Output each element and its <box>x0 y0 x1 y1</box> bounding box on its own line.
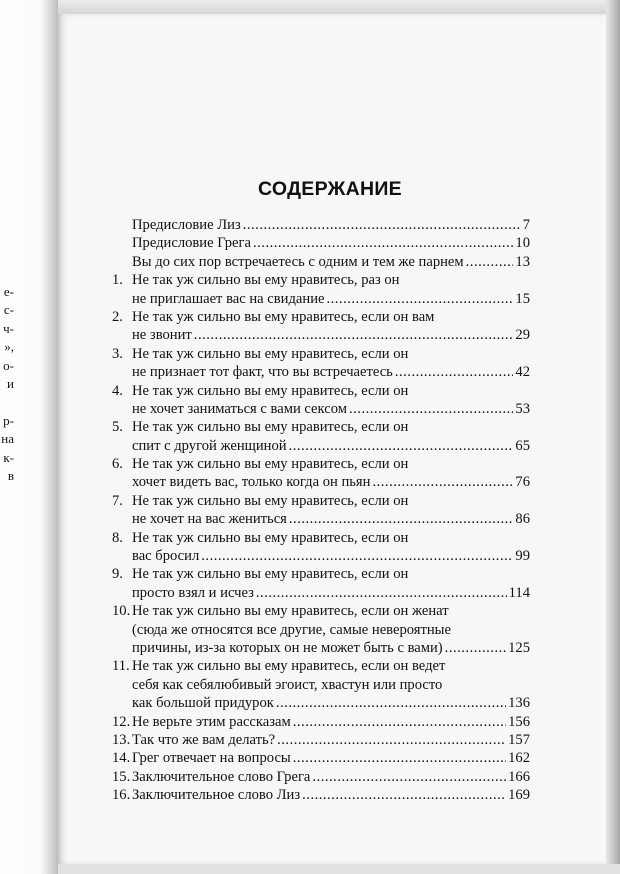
scan-top-edge <box>58 0 620 14</box>
toc-entry-title: Не так уж сильно вы ему нравитесь, если он <box>132 566 409 583</box>
toc-entry-title: Так что же вам делать? <box>132 731 276 748</box>
toc-entry <box>112 786 530 804</box>
toc-page-number: 156 <box>508 713 530 730</box>
toc-entry-title: Не верьте этим рассказам <box>132 713 291 730</box>
toc-entry-title: Не так уж сильно вы ему нравитесь, если он женат <box>132 603 449 620</box>
toc-page-number: 125 <box>508 639 530 656</box>
toc-entry-number: 9. <box>112 566 123 583</box>
facing-page-fragment: и <box>7 375 14 391</box>
toc-entry-line <box>112 676 530 694</box>
toc-entry-line <box>112 290 530 308</box>
toc-entry-title: причины, из-за которых он не может быть с вами) <box>132 639 443 656</box>
toc-entry <box>112 382 530 419</box>
toc-entry <box>112 602 530 657</box>
dot-leader <box>445 639 506 657</box>
toc-entry-number: 7. <box>112 492 123 509</box>
toc-page-number: 15 <box>515 290 530 307</box>
toc-page-number: 169 <box>508 787 530 804</box>
dot-leader <box>289 437 514 455</box>
toc-entry-line <box>112 786 530 804</box>
toc-page-number: 157 <box>508 731 530 748</box>
toc-entry-line <box>112 749 530 767</box>
toc-page-number: 136 <box>508 695 530 712</box>
toc-entry-line <box>112 473 530 491</box>
toc-entry-title: Грег отвечает на вопросы <box>132 750 291 767</box>
toc-entry-title: не приглашает вас на свидание <box>132 290 325 307</box>
dot-leader <box>289 510 514 528</box>
toc-entry-line <box>112 455 530 473</box>
toc-entry-line <box>112 234 530 252</box>
toc-entry-line <box>112 326 530 344</box>
toc-entry <box>112 657 530 712</box>
dot-leader <box>253 234 513 252</box>
toc-entry-line <box>112 529 530 547</box>
facing-page-fragment: к- <box>3 449 14 465</box>
toc-entry <box>112 731 530 749</box>
toc-entry-line <box>112 565 530 583</box>
toc-page-number: 10 <box>515 235 530 252</box>
toc-entry <box>112 749 530 767</box>
toc-page-number: 99 <box>515 548 530 565</box>
facing-page-fragment: », <box>4 339 14 355</box>
toc-entry <box>112 455 530 492</box>
dot-leader <box>276 694 506 712</box>
toc-entry-title: Не так уж сильно вы ему нравитесь, если он вам <box>132 308 435 325</box>
toc-entry-line <box>112 345 530 363</box>
toc-entry-line <box>112 713 530 731</box>
toc-entry-number: 4. <box>112 382 123 399</box>
facing-page-text-fragments <box>0 283 14 485</box>
toc-entry <box>112 565 530 602</box>
dot-leader <box>243 216 521 234</box>
facing-page-fragment: о- <box>3 357 14 373</box>
toc-entry-line <box>112 547 530 565</box>
dot-leader <box>395 363 514 381</box>
toc-entry-line <box>112 657 530 675</box>
toc-entry-title: себя как себялюбивый эгоист, хвастун или просто <box>132 676 443 693</box>
dot-leader <box>293 749 506 767</box>
toc-page-number: 42 <box>515 364 530 381</box>
facing-page-fragment: с- <box>3 302 14 318</box>
toc-entry-title: не хочет на вас жениться <box>132 511 287 528</box>
toc-entry-title: Не так уж сильно вы ему нравитесь, если он <box>132 382 409 399</box>
toc-entry-title: не признает тот факт, что вы встречаетесь <box>132 364 393 381</box>
toc-entry <box>112 418 530 455</box>
toc-entry-title: Не так уж сильно вы ему нравитесь, если он <box>132 456 409 473</box>
scan-right-edge <box>606 0 620 874</box>
toc-entry-line <box>112 418 530 436</box>
dot-leader <box>256 584 507 602</box>
toc-entry-number: 1. <box>112 272 123 289</box>
toc-entry <box>112 529 530 566</box>
dot-leader <box>194 326 514 344</box>
toc-entry <box>112 216 530 234</box>
toc-entry-title: Не так уж сильно вы ему нравитесь, если он <box>132 345 409 362</box>
toc-entry-line <box>112 271 530 289</box>
toc-entry-line <box>112 768 530 786</box>
toc-entry-line <box>112 602 530 620</box>
toc-page-number: 65 <box>515 437 530 454</box>
toc-entry-number: 2. <box>112 308 123 325</box>
dot-leader <box>327 290 514 308</box>
toc-entry <box>112 713 530 731</box>
toc-entry-number: 3. <box>112 345 123 362</box>
toc-entry-number: 15. <box>112 768 131 785</box>
toc-entry <box>112 253 530 271</box>
toc-entry-number: 13. <box>112 731 131 748</box>
toc-page-number: 166 <box>508 768 530 785</box>
facing-page-fragment <box>0 393 14 411</box>
toc-entry-title: Предисловие Лиз <box>132 217 241 233</box>
toc-entry-line <box>112 363 530 381</box>
toc-entry-title: Предисловие Грега <box>132 235 251 252</box>
toc-entry-line <box>112 382 530 400</box>
toc-entry-line <box>112 308 530 326</box>
toc-entry-number: 5. <box>112 419 123 436</box>
toc-entry-title: просто взял и исчез <box>132 584 254 601</box>
toc-page-number: 53 <box>515 400 530 417</box>
toc-entry-title: вас бросил <box>132 548 200 565</box>
toc-entry <box>112 768 530 786</box>
toc-entry-title: не звонит <box>132 327 192 344</box>
toc-page-number: 29 <box>515 327 530 344</box>
toc-entry <box>112 234 530 252</box>
facing-page-edge <box>0 0 58 874</box>
toc-entry-line <box>112 437 530 455</box>
facing-page-fragment: в <box>7 467 14 483</box>
toc-entry-title: не хочет заниматься с вами сексом <box>132 400 347 417</box>
toc-entry-line <box>112 584 530 602</box>
toc-entry-number: 6. <box>112 456 123 473</box>
toc-entry-line <box>112 253 530 271</box>
toc-entry-line <box>112 492 530 510</box>
dot-leader <box>349 400 513 418</box>
toc-entry-title: Заключительное слово Лиз <box>132 787 301 804</box>
toc-entry-line <box>112 639 530 657</box>
toc-entry <box>112 271 530 308</box>
dot-leader <box>201 547 513 565</box>
dot-leader <box>372 473 513 491</box>
toc-entry-number: 8. <box>112 529 123 546</box>
toc-entry-title: хочет видеть вас, только когда он пьян <box>132 474 371 491</box>
toc-page-number: 114 <box>508 584 530 601</box>
toc-page-number: 76 <box>515 474 530 491</box>
dot-leader <box>277 731 506 749</box>
toc-entry-title: Вы до сих пор встречаетесь с одним и тем же парнем <box>132 253 464 270</box>
toc-entry-title: Не так уж сильно вы ему нравитесь, если он ведет <box>132 658 446 675</box>
toc-entry-title: Не так уж сильно вы ему нравитесь, если он <box>132 492 409 509</box>
toc-entry-line <box>112 216 530 234</box>
toc-entry-title: спит с другой женщиной <box>132 437 287 454</box>
toc-entry-title: Не так уж сильно вы ему нравитесь, раз он <box>132 272 400 289</box>
page-title: СОДЕРЖАНИЕ <box>258 178 402 200</box>
toc-entry-title: как большой придурок <box>132 695 274 712</box>
facing-page-fragment: р- <box>3 412 14 428</box>
toc-page-number: 7 <box>522 217 530 233</box>
toc-entry-line <box>112 731 530 749</box>
facing-page-fragment: ч- <box>3 320 14 336</box>
toc-entry <box>112 345 530 382</box>
facing-page-fragment: на <box>1 431 14 447</box>
toc-entry-line <box>112 510 530 528</box>
dot-leader <box>302 786 506 804</box>
toc-entry-number: 10. <box>112 603 131 620</box>
toc-page-number: 86 <box>515 511 530 528</box>
table-of-contents <box>112 216 530 805</box>
toc-entry-number: 14. <box>112 750 131 767</box>
toc-entry-title: Не так уж сильно вы ему нравитесь, если он <box>132 419 409 436</box>
scan-bottom-edge <box>58 864 620 874</box>
toc-entry-line <box>112 400 530 418</box>
toc-entry-title: Не так уж сильно вы ему нравитесь, если он <box>132 529 409 546</box>
toc-entry-number: 11. <box>112 658 130 675</box>
toc-page-number: 13 <box>515 253 530 270</box>
toc-entry <box>112 308 530 345</box>
toc-entry-line <box>112 694 530 712</box>
toc-entry-number: 16. <box>112 787 131 804</box>
dot-leader <box>466 253 514 271</box>
facing-page-fragment: е- <box>3 284 14 299</box>
toc-entry-title: Заключительное слово Грега <box>132 768 311 785</box>
toc-page-number: 162 <box>508 750 530 767</box>
toc-entry-number: 12. <box>112 713 131 730</box>
dot-leader <box>312 768 506 786</box>
toc-entry <box>112 492 530 529</box>
toc-entry-line <box>112 621 530 639</box>
toc-entry-title: (сюда же относятся все другие, самые невероятные <box>132 621 451 638</box>
dot-leader <box>293 713 506 731</box>
